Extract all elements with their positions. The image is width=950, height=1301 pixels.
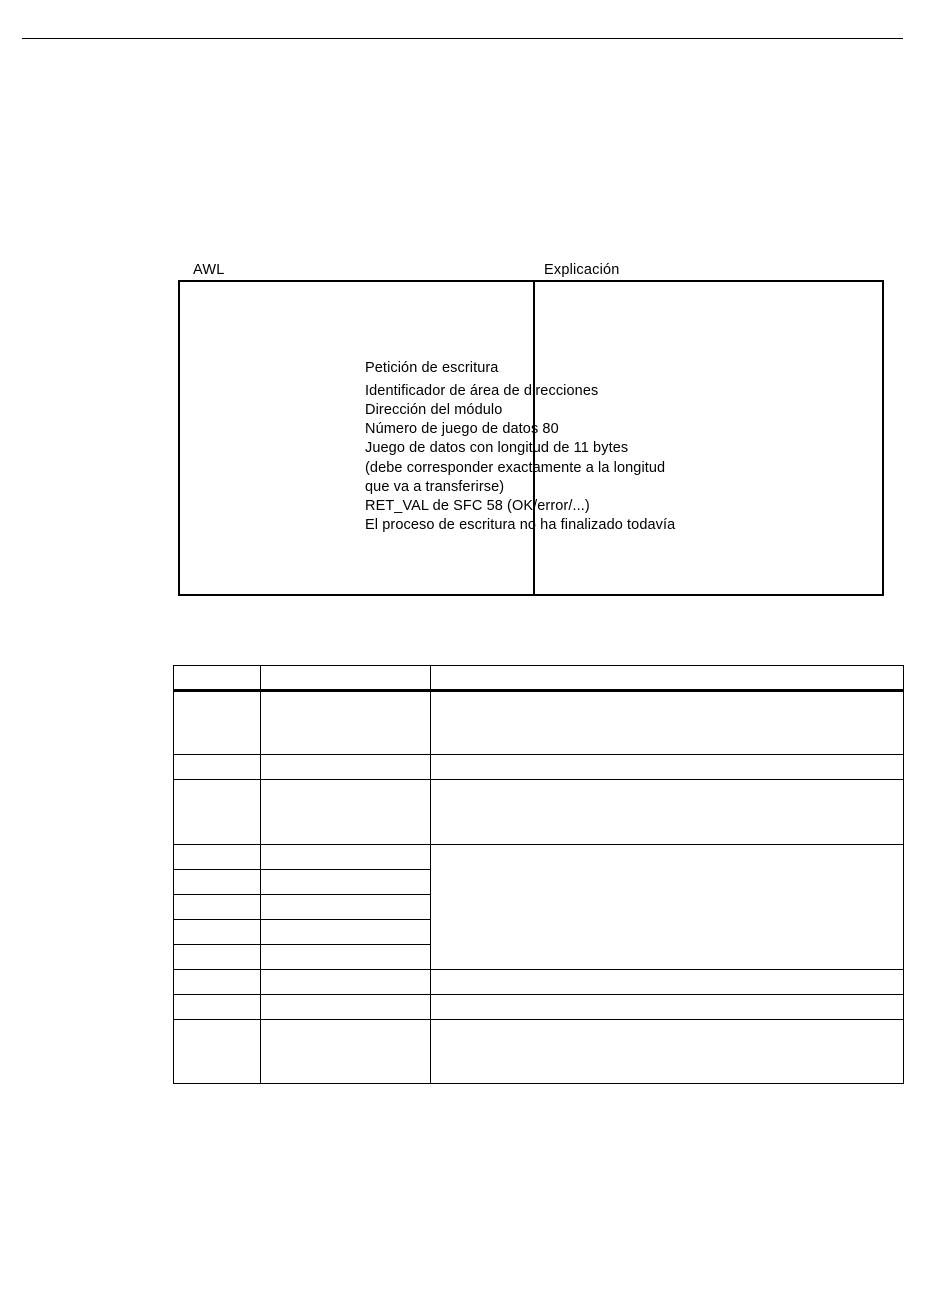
table-cell [174,970,261,995]
table-cell [261,895,431,920]
table-cell [174,945,261,970]
table-row [174,995,904,1020]
table-cell [261,970,431,995]
table-cell [174,1020,261,1084]
table-cell [431,1020,904,1084]
table-cell [174,920,261,945]
table-row [174,691,904,755]
parameter-table [173,665,904,1084]
table-cell [431,755,904,780]
table-cell [431,970,904,995]
table-cell [174,870,261,895]
explanation-line: Juego de datos con longitud de 11 bytes [365,440,629,456]
table-cell [261,870,431,895]
table-header-cell [431,666,904,691]
explanation-column-header: Explicación [544,262,620,278]
table-cell [174,845,261,870]
table-cell [431,995,904,1020]
code-column-divider [533,282,535,594]
awl-column-header: AWL [193,262,225,278]
explanation-line: Identificador de área de direcciones [365,383,599,399]
table-cell [174,755,261,780]
table-row [174,845,904,870]
table-cell [174,895,261,920]
explanation-line: Número de juego de datos 80 [365,421,559,437]
explanation-line: Petición de escritura [365,360,499,376]
table-cell [174,780,261,845]
explanation-line: Dirección del módulo [365,402,503,418]
table-header-row [174,666,904,691]
table-cell [174,995,261,1020]
table-cell [261,945,431,970]
table-row [174,1020,904,1084]
table-cell [431,780,904,845]
table-merged-cell [431,845,904,970]
table-cell [261,845,431,870]
table-cell [261,920,431,945]
table-row [174,970,904,995]
explanation-line: que va a transferirse) [365,479,505,495]
explanation-line: El proceso de escritura no ha finalizado todavía [365,517,676,533]
table-row [174,780,904,845]
table-cell [431,691,904,755]
explanation-line: RET_VAL de SFC 58 (OK/error/...) [365,498,590,514]
explanation-line: (debe corresponder exactamente a la longitud [365,460,666,476]
table-cell [174,691,261,755]
table-header-cell [174,666,261,691]
table-cell [261,1020,431,1084]
table-row [174,755,904,780]
table-cell [261,691,431,755]
header-rule [22,38,903,39]
table-cell [261,755,431,780]
code-example-box [178,280,884,596]
table-header-cell [261,666,431,691]
table-cell [261,995,431,1020]
table-cell [261,780,431,845]
